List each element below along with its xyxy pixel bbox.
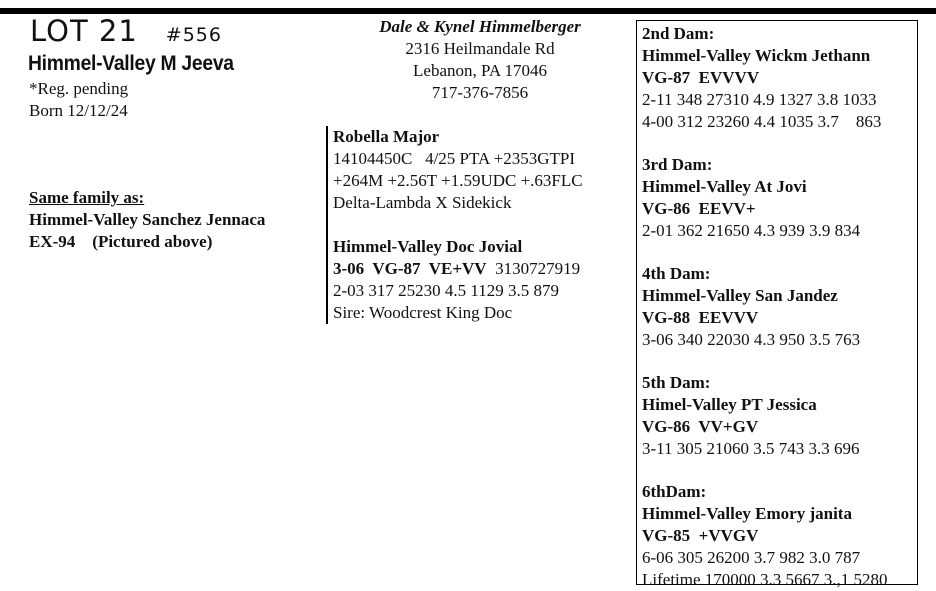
dam-lifetime-record: Lifetime 170000 3.3 5667 3.,1 5280 — [642, 570, 888, 589]
dam-2 — [642, 23, 917, 133]
family-animal-name: Himmel-Valley Sanchez Jennaca — [29, 210, 266, 229]
lot-number: #556 — [165, 24, 222, 46]
dam-label: 2nd Dam: — [642, 24, 715, 43]
dam-name: Himmel-Valley Emory janita — [642, 504, 852, 523]
pedigree-block — [326, 126, 633, 324]
dam-sire: Sire: Woodcrest King Doc — [333, 303, 513, 322]
dam-record: 3-11 305 21060 3.5 743 3.3 696 — [642, 439, 860, 458]
dam-record: 2-01 362 21650 4.3 939 3.9 834 — [642, 221, 861, 240]
dams-box — [636, 20, 918, 589]
dam-record: 3-06 340 22030 4.3 950 3.5 763 — [642, 330, 861, 349]
dam-class: VG-86 VV+GV — [642, 417, 759, 436]
dam-3 — [642, 154, 917, 242]
lot-label: LOT 21 — [30, 14, 138, 48]
registration-status: *Reg. pending — [29, 79, 129, 98]
dam-class: 3-06 VG-87 VE+VV — [333, 259, 487, 278]
owner-phone: 717-376-7856 — [431, 83, 529, 102]
birth-date: Born 12/12/24 — [29, 101, 128, 120]
family-section — [29, 187, 265, 253]
owner-name: Dale & Kynel Himmelberger — [379, 17, 581, 36]
sire-line-3: Delta-Lambda X Sidekick — [333, 193, 512, 212]
dam-name: Himmel-Valley San Jandez — [642, 286, 838, 305]
animal-info — [29, 78, 128, 122]
sire-line-2: +264M +2.56T +1.59UDC +.63FLC — [333, 171, 583, 190]
dam-4 — [642, 263, 917, 351]
dam-class: VG-87 EVVVV — [642, 68, 760, 87]
lot-header — [30, 14, 222, 48]
sire-name: Robella Major — [333, 127, 440, 146]
sire-line-1: 14104450C 4/25 PTA +2353GTPI — [333, 149, 575, 168]
dam-name: Himmel-Valley At Jovi — [642, 177, 807, 196]
dam-label: 5th Dam: — [642, 373, 711, 392]
dam-label: 6thDam: — [642, 482, 707, 501]
owner-block — [330, 16, 630, 104]
owner-city: Lebanon, PA 17046 — [413, 61, 547, 80]
family-heading: Same family as: — [29, 188, 145, 207]
dam-record: 4-00 312 23260 4.4 1035 3.7 863 — [642, 112, 882, 131]
dam-class: VG-86 EEVV+ — [642, 199, 756, 218]
dam-id: 3130727919 — [486, 259, 581, 278]
dam-record: 2-11 348 27310 4.9 1327 3.8 1033 — [642, 90, 877, 109]
dam-class-line — [333, 258, 633, 280]
dam-class: VG-85 +VVGV — [642, 526, 759, 545]
animal-name: Himmel-Valley M Jeeva — [28, 52, 234, 75]
dam-block — [333, 236, 633, 324]
dam-6 — [642, 481, 917, 591]
dam-label: 4th Dam: — [642, 264, 711, 283]
dam-class: VG-88 EEVVV — [642, 308, 759, 327]
family-animal-class: EX-94 (Pictured above) — [29, 232, 213, 251]
owner-address: 2316 Heilmandale Rd — [405, 39, 555, 58]
dam-name: Himmel-Valley Wickm Jethann — [642, 46, 871, 65]
dam-name: Himel-Valley PT Jessica — [642, 395, 817, 414]
dam-name: Himmel-Valley Doc Jovial — [333, 237, 523, 256]
dam-5 — [642, 372, 917, 460]
dam-label: 3rd Dam: — [642, 155, 713, 174]
sire-block — [333, 126, 633, 214]
dam-record: 6-06 305 26200 3.7 982 3.0 787 — [642, 548, 861, 567]
dam-record: 2-03 317 25230 4.5 1129 3.5 879 — [333, 281, 560, 300]
